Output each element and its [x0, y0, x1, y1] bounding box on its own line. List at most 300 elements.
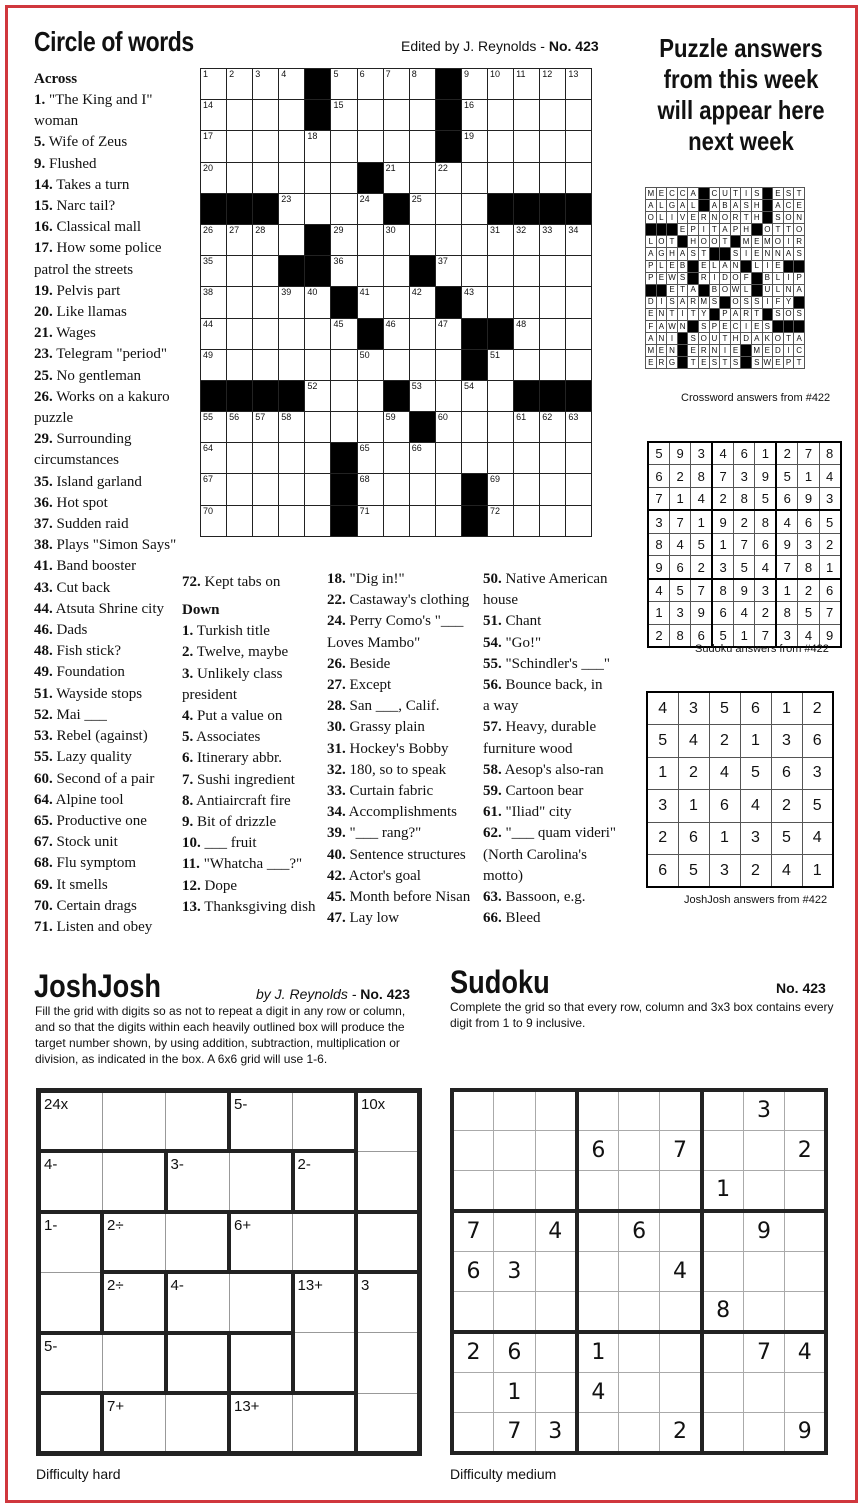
crossword-cell[interactable]: [305, 193, 331, 224]
crossword-cell[interactable]: [540, 256, 566, 287]
answer-cell: L: [773, 272, 784, 284]
sudoku-cell[interactable]: [452, 1412, 494, 1452]
crossword-cell[interactable]: [435, 443, 461, 474]
joshjosh-cell[interactable]: [102, 1333, 166, 1394]
joshjosh-cell[interactable]: [39, 1393, 103, 1454]
crossword-cell[interactable]: [488, 256, 514, 287]
crossword-cell[interactable]: [383, 162, 409, 193]
crossword-cell[interactable]: [409, 380, 435, 411]
crossword-cell[interactable]: [461, 100, 487, 131]
crossword-cell[interactable]: [566, 443, 592, 474]
joshjosh-cell[interactable]: [293, 1151, 357, 1212]
crossword-cell[interactable]: [357, 474, 383, 505]
crossword-cell[interactable]: [227, 412, 253, 443]
crossword-cell[interactable]: [331, 380, 357, 411]
crossword-cell[interactable]: [305, 474, 331, 505]
joshjosh-cell[interactable]: [356, 1212, 420, 1273]
joshjosh-cell[interactable]: [39, 1091, 103, 1152]
crossword-cell[interactable]: [253, 256, 279, 287]
answer-cell: O: [730, 272, 741, 284]
crossword-cell[interactable]: [461, 193, 487, 224]
clue-text: Second of a pair: [52, 770, 155, 787]
sudoku-cell[interactable]: [702, 1130, 744, 1170]
joshjosh-cell[interactable]: [102, 1272, 166, 1333]
crossword-cell[interactable]: [409, 443, 435, 474]
crossword-cell[interactable]: [435, 505, 461, 536]
crossword-cell[interactable]: [540, 69, 566, 100]
sudoku-cell[interactable]: [743, 1251, 785, 1291]
crossword-cell[interactable]: [331, 412, 357, 443]
crossword-cell[interactable]: [461, 69, 487, 100]
crossword-cell[interactable]: [566, 412, 592, 443]
crossword-cell[interactable]: [279, 349, 305, 380]
crossword-cell[interactable]: [331, 318, 357, 349]
joshjosh-cell[interactable]: [293, 1272, 357, 1333]
crossword-cell[interactable]: [305, 287, 331, 318]
joshjosh-cell[interactable]: [39, 1333, 103, 1394]
crossword-cell[interactable]: [514, 287, 540, 318]
crossword-cell[interactable]: [201, 224, 227, 255]
crossword-cell[interactable]: [514, 505, 540, 536]
crossword-cell[interactable]: [488, 224, 514, 255]
sudoku-cell[interactable]: [702, 1372, 744, 1412]
crossword-cell[interactable]: [227, 256, 253, 287]
sudoku-title: Sudoku: [450, 964, 550, 1000]
crossword-cell[interactable]: [540, 131, 566, 162]
crossword-cell[interactable]: [305, 380, 331, 411]
crossword-cell[interactable]: [253, 505, 279, 536]
crossword-cell[interactable]: [383, 443, 409, 474]
sudoku-cell[interactable]: [743, 1412, 785, 1452]
crossword-cell[interactable]: [201, 100, 227, 131]
crossword-cell[interactable]: [279, 287, 305, 318]
sudoku-cell[interactable]: [535, 1332, 577, 1372]
crossword-cell[interactable]: [331, 69, 357, 100]
joshjosh-cell[interactable]: [102, 1151, 166, 1212]
crossword-cell[interactable]: [566, 162, 592, 193]
crossword-cell[interactable]: [227, 443, 253, 474]
crossword-cell[interactable]: [409, 100, 435, 131]
crossword-cell[interactable]: [253, 224, 279, 255]
joshjosh-cell[interactable]: [356, 1333, 420, 1394]
crossword-cell[interactable]: [514, 349, 540, 380]
joshjosh-cell[interactable]: [293, 1333, 357, 1394]
crossword-cell[interactable]: [435, 256, 461, 287]
sudoku-cell[interactable]: [785, 1211, 827, 1251]
crossword-cell[interactable]: [201, 318, 227, 349]
joshjosh-cell[interactable]: [293, 1091, 357, 1152]
crossword-cell[interactable]: [461, 162, 487, 193]
sudoku-cell[interactable]: [785, 1372, 827, 1412]
crossword-cell[interactable]: [227, 505, 253, 536]
joshjosh-cell[interactable]: [356, 1393, 420, 1454]
crossword-cell[interactable]: [201, 412, 227, 443]
answer-cell: E: [773, 260, 784, 272]
joshjosh-cell[interactable]: [39, 1151, 103, 1212]
crossword-cell[interactable]: [435, 318, 461, 349]
joshjosh-cell[interactable]: [166, 1091, 230, 1152]
crossword-cell[interactable]: [279, 474, 305, 505]
crossword-cell[interactable]: [566, 69, 592, 100]
sudoku-cell[interactable]: [577, 1090, 619, 1130]
joshjosh-cell[interactable]: [102, 1212, 166, 1273]
crossword-cell[interactable]: [279, 193, 305, 224]
joshjosh-cell[interactable]: [356, 1272, 420, 1333]
crossword-cell[interactable]: [279, 412, 305, 443]
crossword-cell[interactable]: [461, 287, 487, 318]
clue-text: Pelvis part: [52, 282, 121, 299]
crossword-cell[interactable]: [514, 474, 540, 505]
sudoku-cell[interactable]: [785, 1291, 827, 1331]
crossword-cell[interactable]: [331, 349, 357, 380]
crossword-cell[interactable]: [253, 100, 279, 131]
cell-number: 8: [411, 69, 417, 79]
crossword-cell[interactable]: [331, 193, 357, 224]
joshjosh-cell[interactable]: [229, 1272, 293, 1333]
joshjosh-cell[interactable]: [166, 1393, 230, 1454]
crossword-cell[interactable]: [409, 505, 435, 536]
crossword-cell[interactable]: [488, 69, 514, 100]
crossword-cell[interactable]: [514, 131, 540, 162]
sudoku-cell[interactable]: [535, 1372, 577, 1412]
black-square: [741, 260, 752, 272]
crossword-cell[interactable]: [435, 412, 461, 443]
crossword-cell[interactable]: [201, 505, 227, 536]
crossword-cell[interactable]: [488, 131, 514, 162]
crossword-cell[interactable]: [227, 69, 253, 100]
sudoku-cell[interactable]: [660, 1332, 702, 1372]
crossword-cell[interactable]: [566, 100, 592, 131]
crossword-cell[interactable]: [461, 256, 487, 287]
crossword-cell[interactable]: [279, 69, 305, 100]
crossword-cell[interactable]: [566, 474, 592, 505]
sudoku-cell[interactable]: [702, 1211, 744, 1251]
crossword-cell[interactable]: [488, 287, 514, 318]
crossword-cell[interactable]: [435, 474, 461, 505]
sudoku-cell[interactable]: [452, 1171, 494, 1211]
crossword-cell[interactable]: [514, 443, 540, 474]
crossword-cell[interactable]: [540, 224, 566, 255]
crossword-cell[interactable]: [279, 505, 305, 536]
sudoku-cell[interactable]: [494, 1291, 536, 1331]
crossword-cell[interactable]: [461, 443, 487, 474]
sudoku-cell[interactable]: [702, 1412, 744, 1452]
crossword-cell[interactable]: [409, 318, 435, 349]
sudoku-cell[interactable]: [452, 1372, 494, 1412]
crossword-cell[interactable]: [383, 131, 409, 162]
joshjosh-cell[interactable]: [102, 1393, 166, 1454]
joshjosh-cell[interactable]: [166, 1272, 230, 1333]
crossword-cell[interactable]: [253, 131, 279, 162]
joshjosh-cell[interactable]: [356, 1091, 420, 1152]
crossword-cell[interactable]: [201, 349, 227, 380]
sudoku-cell[interactable]: [660, 1291, 702, 1331]
across-clues: [34, 68, 176, 938]
crossword-cell[interactable]: [435, 349, 461, 380]
crossword-cell[interactable]: [357, 443, 383, 474]
crossword-cell[interactable]: [540, 474, 566, 505]
answer-cell: R: [741, 308, 752, 320]
joshjosh-cell[interactable]: [39, 1272, 103, 1333]
joshjosh-cell[interactable]: [229, 1333, 293, 1394]
crossword-cell[interactable]: [383, 287, 409, 318]
crossword-cell[interactable]: [331, 131, 357, 162]
crossword-cell[interactable]: [488, 349, 514, 380]
crossword-cell[interactable]: [305, 412, 331, 443]
crossword-cell[interactable]: [383, 69, 409, 100]
crossword-cell[interactable]: [201, 69, 227, 100]
sudoku-cell[interactable]: [743, 1130, 785, 1170]
down-clue: [327, 802, 470, 823]
joshjosh-cell[interactable]: [39, 1212, 103, 1273]
sudoku-cell[interactable]: [452, 1090, 494, 1130]
joshjosh-cell[interactable]: [229, 1212, 293, 1273]
sudoku-cell[interactable]: [702, 1332, 744, 1372]
crossword-cell[interactable]: [488, 443, 514, 474]
crossword-cell[interactable]: [357, 412, 383, 443]
crossword-cell[interactable]: [383, 349, 409, 380]
sudoku-cell[interactable]: [743, 1372, 785, 1412]
black-square: [698, 188, 709, 200]
crossword-cell[interactable]: [461, 380, 487, 411]
crossword-cell[interactable]: [540, 412, 566, 443]
crossword-cell[interactable]: [227, 318, 253, 349]
crossword-cell[interactable]: [357, 505, 383, 536]
crossword-cell[interactable]: [409, 224, 435, 255]
crossword-cell[interactable]: [305, 349, 331, 380]
sudoku-cell[interactable]: [743, 1171, 785, 1211]
sudoku-cell[interactable]: [660, 1090, 702, 1130]
sudoku-cell[interactable]: [618, 1291, 660, 1331]
crossword-cell[interactable]: [488, 100, 514, 131]
crossword-cell[interactable]: [488, 162, 514, 193]
joshjosh-cell[interactable]: [166, 1333, 230, 1394]
crossword-cell[interactable]: [488, 474, 514, 505]
crossword-cell[interactable]: [540, 287, 566, 318]
sudoku-cell[interactable]: [535, 1251, 577, 1291]
crossword-cell[interactable]: [409, 131, 435, 162]
sudoku-cell[interactable]: [535, 1291, 577, 1331]
crossword-cell[interactable]: [227, 131, 253, 162]
sudoku-cell[interactable]: [577, 1291, 619, 1331]
crossword-cell[interactable]: [514, 318, 540, 349]
crossword-cell[interactable]: [514, 100, 540, 131]
joshjosh-cell[interactable]: [229, 1091, 293, 1152]
sudoku-cell[interactable]: [618, 1130, 660, 1170]
crossword-cell[interactable]: [253, 162, 279, 193]
crossword-cell[interactable]: [279, 318, 305, 349]
answer-cell: 4: [691, 488, 712, 511]
crossword-cell[interactable]: [201, 443, 227, 474]
crossword-cell[interactable]: [253, 412, 279, 443]
crossword-cell[interactable]: [566, 224, 592, 255]
black-square: [409, 256, 435, 287]
sudoku-cell[interactable]: [535, 1090, 577, 1130]
joshjosh-cell[interactable]: [356, 1151, 420, 1212]
crossword-cell[interactable]: [357, 100, 383, 131]
crossword-cell[interactable]: [201, 162, 227, 193]
joshjosh-cell[interactable]: [102, 1091, 166, 1152]
crossword-cell[interactable]: [566, 131, 592, 162]
crossword-cell[interactable]: [357, 349, 383, 380]
crossword-cell[interactable]: [383, 505, 409, 536]
down-list-1: [182, 621, 315, 918]
sudoku-cell[interactable]: [660, 1372, 702, 1412]
crossword-cell[interactable]: [540, 318, 566, 349]
sudoku-cell[interactable]: [535, 1171, 577, 1211]
crossword-cell[interactable]: [227, 224, 253, 255]
answer-cell: O: [709, 236, 720, 248]
crossword-cell[interactable]: [383, 100, 409, 131]
sudoku-cell[interactable]: [452, 1130, 494, 1170]
sudoku-cell[interactable]: [577, 1171, 619, 1211]
crossword-cell[interactable]: [227, 349, 253, 380]
sudoku-cell[interactable]: [618, 1412, 660, 1452]
crossword-cell[interactable]: [409, 349, 435, 380]
joshjosh-cell[interactable]: [293, 1212, 357, 1273]
crossword-cell[interactable]: [201, 287, 227, 318]
sudoku-cell[interactable]: [785, 1171, 827, 1211]
crossword-cell[interactable]: [566, 287, 592, 318]
crossword-cell[interactable]: [357, 380, 383, 411]
crossword-cell[interactable]: [540, 443, 566, 474]
crossword-cell[interactable]: [514, 256, 540, 287]
sudoku-cell[interactable]: [494, 1090, 536, 1130]
crossword-cell[interactable]: [409, 69, 435, 100]
crossword-cell[interactable]: [383, 412, 409, 443]
crossword-cell[interactable]: [566, 349, 592, 380]
crossword-cell[interactable]: [253, 474, 279, 505]
crossword-cell[interactable]: [331, 162, 357, 193]
down-clue: [483, 569, 616, 590]
sudoku-cell[interactable]: [577, 1211, 619, 1251]
crossword-cell[interactable]: [383, 474, 409, 505]
crossword-cell[interactable]: [305, 131, 331, 162]
sudoku-cell[interactable]: [577, 1412, 619, 1452]
crossword-cell[interactable]: [514, 162, 540, 193]
crossword-cell[interactable]: [461, 131, 487, 162]
clue-continuation: furniture wood: [483, 740, 573, 757]
crossword-cell[interactable]: [566, 318, 592, 349]
crossword-cell[interactable]: [409, 193, 435, 224]
sudoku-cell[interactable]: [618, 1171, 660, 1211]
sudoku-cell[interactable]: [494, 1171, 536, 1211]
sudoku-cell[interactable]: [494, 1211, 536, 1251]
crossword-cell[interactable]: [435, 162, 461, 193]
crossword-cell[interactable]: [227, 287, 253, 318]
sudoku-cell[interactable]: [785, 1251, 827, 1291]
crossword-cell[interactable]: [357, 224, 383, 255]
crossword-cell[interactable]: [201, 131, 227, 162]
crossword-cell[interactable]: [357, 256, 383, 287]
crossword-cell[interactable]: [305, 162, 331, 193]
crossword-cell[interactable]: [305, 505, 331, 536]
crossword-cell[interactable]: [331, 100, 357, 131]
crossword-cell[interactable]: [253, 443, 279, 474]
crossword-cell[interactable]: [253, 349, 279, 380]
joshjosh-cell[interactable]: [166, 1212, 230, 1273]
crossword-cell[interactable]: [383, 318, 409, 349]
crossword-cell[interactable]: [331, 256, 357, 287]
crossword-cell[interactable]: [227, 100, 253, 131]
sudoku-cell[interactable]: [660, 1211, 702, 1251]
crossword-cell[interactable]: [279, 131, 305, 162]
crossword-cell[interactable]: [435, 380, 461, 411]
crossword-cell[interactable]: [461, 224, 487, 255]
sudoku-cell[interactable]: [618, 1372, 660, 1412]
crossword-cell[interactable]: [331, 224, 357, 255]
crossword-cell[interactable]: [514, 224, 540, 255]
crossword-cell[interactable]: [279, 162, 305, 193]
crossword-cell[interactable]: [461, 412, 487, 443]
crossword-cell[interactable]: [540, 349, 566, 380]
sudoku-cell[interactable]: [577, 1251, 619, 1291]
sudoku-cell[interactable]: [618, 1090, 660, 1130]
down-clue: [483, 654, 616, 675]
crossword-cell[interactable]: [488, 412, 514, 443]
crossword-cell[interactable]: [201, 256, 227, 287]
crossword-cell[interactable]: [279, 224, 305, 255]
crossword-cell[interactable]: [253, 69, 279, 100]
crossword-cell[interactable]: [409, 287, 435, 318]
crossword-cell[interactable]: [279, 443, 305, 474]
crossword-cell[interactable]: [305, 318, 331, 349]
sudoku-cell[interactable]: [743, 1291, 785, 1331]
crossword-cell[interactable]: [383, 224, 409, 255]
crossword-cell[interactable]: [357, 287, 383, 318]
crossword-cell[interactable]: [409, 474, 435, 505]
crossword-cell[interactable]: [566, 256, 592, 287]
crossword-cell[interactable]: [488, 380, 514, 411]
crossword-cell[interactable]: [566, 505, 592, 536]
sudoku-cell[interactable]: [618, 1251, 660, 1291]
crossword-cell[interactable]: [201, 474, 227, 505]
cell-number: 16: [463, 100, 474, 111]
crossword-cell[interactable]: [253, 318, 279, 349]
crossword-cell[interactable]: [279, 100, 305, 131]
joshjosh-cell[interactable]: [229, 1151, 293, 1212]
crossword-cell[interactable]: [540, 162, 566, 193]
crossword-cell[interactable]: [409, 162, 435, 193]
crossword-cell[interactable]: [435, 224, 461, 255]
sudoku-cell[interactable]: [618, 1332, 660, 1372]
crossword-cell[interactable]: [227, 162, 253, 193]
crossword-cell[interactable]: [383, 256, 409, 287]
sudoku-cell[interactable]: [494, 1130, 536, 1170]
crossword-cell[interactable]: [305, 443, 331, 474]
crossword-cell[interactable]: [227, 474, 253, 505]
crossword-cell[interactable]: [357, 193, 383, 224]
crossword-cell[interactable]: [540, 100, 566, 131]
crossword-cell[interactable]: [357, 131, 383, 162]
sudoku-cell[interactable]: [785, 1090, 827, 1130]
crossword-cell[interactable]: [253, 287, 279, 318]
crossword-cell[interactable]: [435, 193, 461, 224]
sudoku-cell[interactable]: [452, 1291, 494, 1331]
sudoku-cell[interactable]: [702, 1090, 744, 1130]
crossword-cell[interactable]: [514, 69, 540, 100]
crossword-cell[interactable]: [357, 69, 383, 100]
joshjosh-cell[interactable]: [166, 1151, 230, 1212]
joshjosh-cell[interactable]: [293, 1393, 357, 1454]
crossword-cell[interactable]: [540, 505, 566, 536]
joshjosh-cell[interactable]: [229, 1393, 293, 1454]
sudoku-cell[interactable]: [535, 1130, 577, 1170]
crossword-cell[interactable]: [514, 412, 540, 443]
sudoku-cell[interactable]: [702, 1251, 744, 1291]
sudoku-cell[interactable]: [660, 1171, 702, 1211]
crossword-cell[interactable]: [488, 505, 514, 536]
